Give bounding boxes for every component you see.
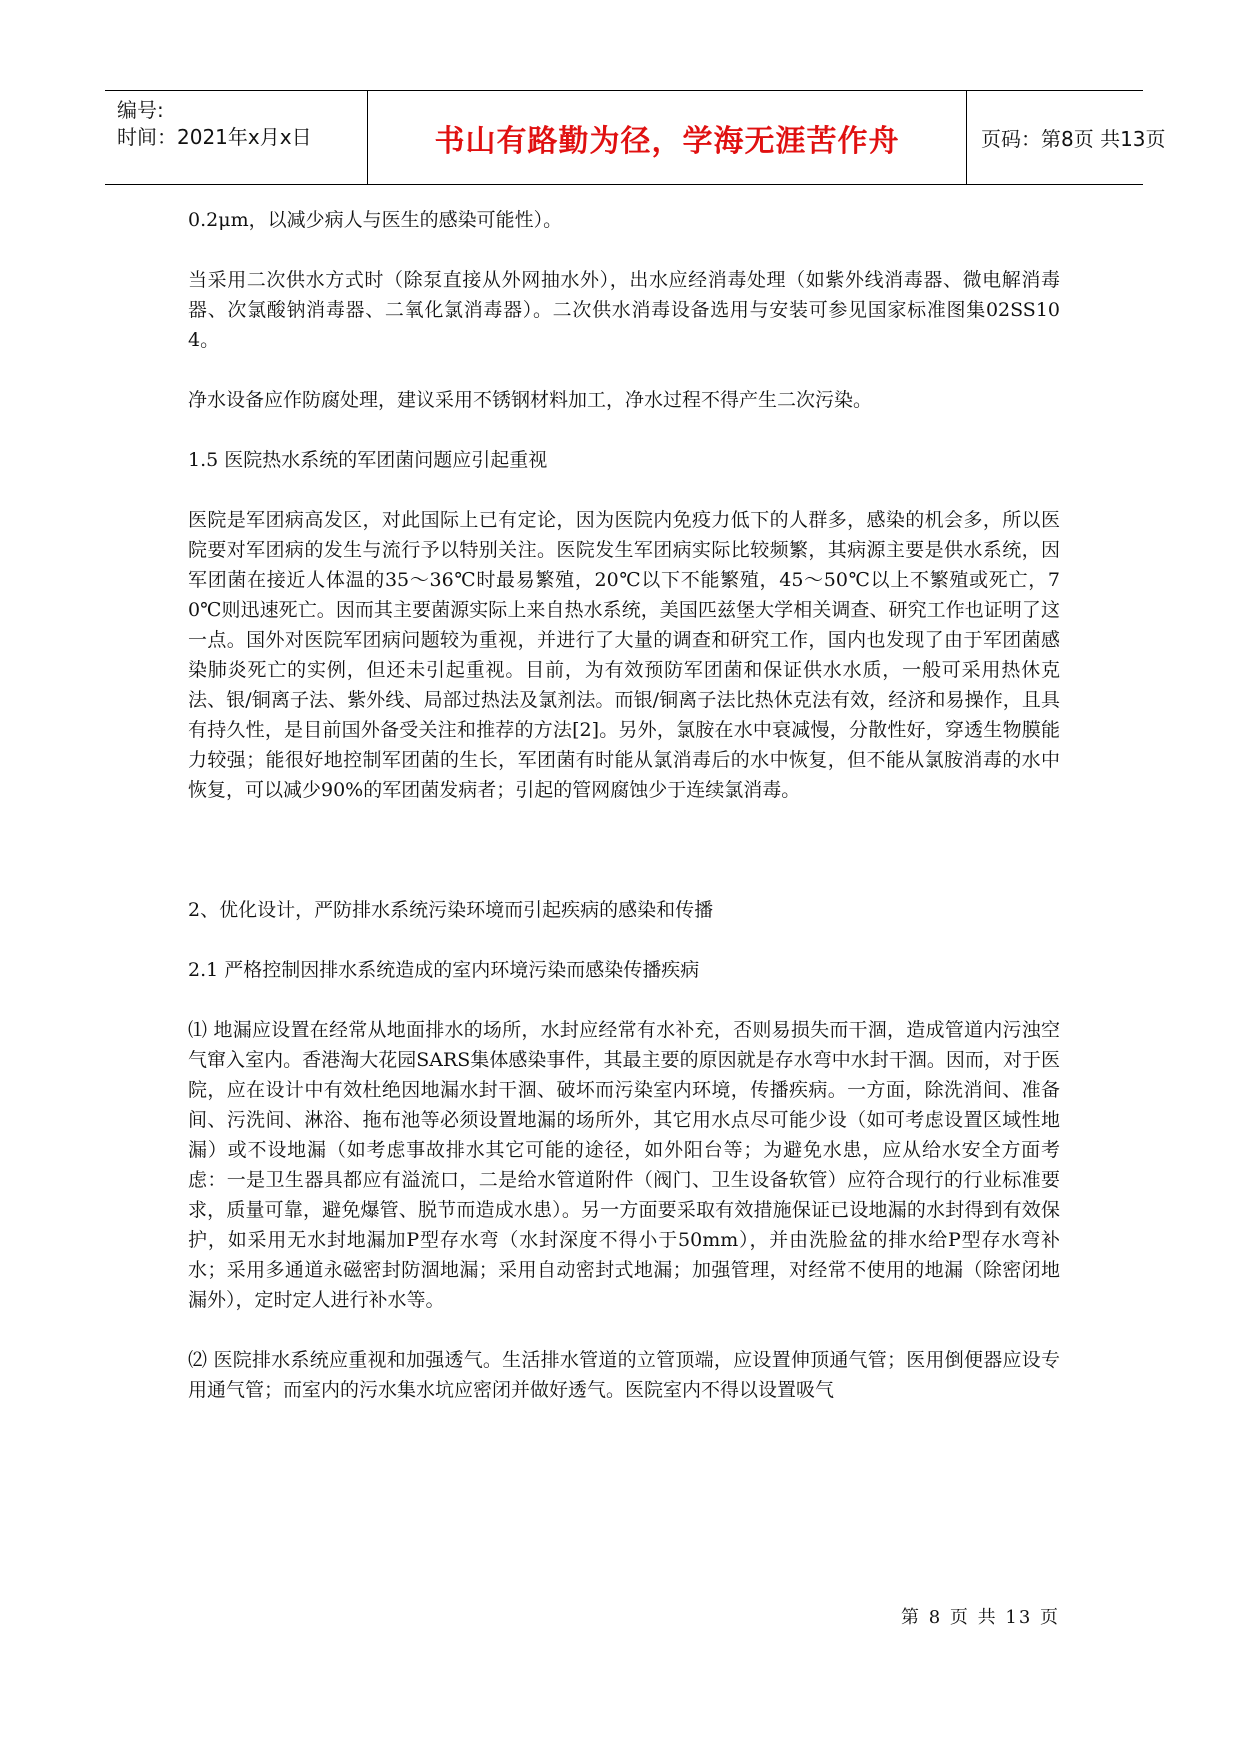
document-time-label: 时间：2021年x月x日 (117, 125, 312, 149)
document-number-label: 编号: (117, 98, 164, 122)
paragraph-legionella: 医院是军团病高发区，对此国际上已有定论，因为医院内免疫力低下的人群多，感染的机会多，所以医院要对军团病的发生与流行予以特别关注。医院发生军团病实际比较频繁，其病源主要是供水系统，因军团菌在接近人体温的35～36℃时最易繁殖，20℃以下不能繁殖，45～50℃以上不繁殖或死亡，70℃则迅速死亡。因而其主要菌源实际上来自热水系统，美国匹兹堡大学相关调查、研究工作也证明了这一点。国外对医院军团病问题较为重视，并进行了大量的调查和研究工作，国内也发现了由于军团菌感染肺炎死亡的实例，但还未引起重视。目前，为有效预防军团菌和保证供水水质，一般可采用热休克法、银/铜离子法、紫外线、局部过热法及氯剂法。而银/铜离子法比热休克法有效，经济和易操作，且具有持久性，是目前国外备受关注和推荐的方法[2]。另外，氯胺在水中衰减慢，分散性好，穿透生物膜能力较强；能很好地控制军团菌的生长，军团菌有时能从氯消毒后的水中恢复，但不能从氯胺消毒的水中恢复，可以减少90%的军团菌发病者；引起的管网腐蚀少于连续氯消毒。 (188, 509, 1060, 801)
header-info-cell (105, 91, 368, 184)
paragraph-continuation: 0.2μm，以减少病人与医生的感染可能性）。 (188, 209, 563, 231)
paragraph-purification-equipment: 净水设备应作防腐处理，建议采用不锈钢材料加工，净水过程不得产生二次污染。 (188, 389, 873, 411)
section-heading-2: 2、优化设计，严防排水系统污染环境而引起疾病的感染和传播 (188, 899, 714, 921)
page-header (105, 90, 1166, 185)
page-footer: 第 8 页 共 13 页 (901, 1607, 1060, 1628)
section-heading-1-5: 1.5 医院热水系统的军团菌问题应引起重视 (188, 449, 548, 471)
header-page-label: 页码：第8页 共13页 (981, 127, 1166, 151)
section-heading-2-1: 2.1 严格控制因排水系统造成的室内环境污染而感染传播疾病 (188, 959, 700, 981)
document-body (188, 205, 1060, 1405)
paragraph-drainage-venting: ⑵ 医院排水系统应重视和加强透气。生活排水管道的立管顶端，应设置伸顶通气管；医用倒便器应设专用通气管；而室内的污水集水坑应密闭并做好透气。医院室内不得以设置吸气 (188, 1349, 1060, 1401)
header-motto: 书山有路勤为径，学海无涯苦作舟 (434, 123, 900, 159)
paragraph-floor-drain: ⑴ 地漏应设置在经常从地面排水的场所，水封应经常有水补充，否则易损失而干涸，造成管道内污浊空气窜入室内。香港淘大花园SARS集体感染事件，其最主要的原因就是存水弯中水封干涸。因而，对于医院，应在设计中有效杜绝因地漏水封干涸、破坏而污染室内环境，传播疾病。一方面，除洗消间、准备间、污洗间、淋浴、拖布池等必须设置地漏的场所外，其它用水点尽可能少设（如可考虑设置区域性地漏）或不设地漏（如考虑事故排水其它可能的途径，如外阳台等；为避免水患，应从给水安全方面考虑：一是卫生器具都应有溢流口，二是给水管道附件（阀门、卫生设备软管）应符合现行的行业标准要求，质量可靠，避免爆管、脱节而造成水患）。另一方面要采取有效措施保证已设地漏的水封得到有效保护，如采用无水封地漏加P型存水弯（水封深度不得小于50mm），并由洗脸盆的排水给P型存水弯补水；采用多通道永磁密封防涸地漏；采用自动密封式地漏；加强管理，对经常不使用的地漏（除密闭地漏外），定时定人进行补水等。 (188, 1019, 1060, 1311)
header-page-cell (967, 91, 1166, 184)
header-motto-cell (368, 91, 967, 184)
paragraph-secondary-water-supply: 当采用二次供水方式时（除泵直接从外网抽水外），出水应经消毒处理（如紫外线消毒器、微电解消毒器、次氯酸钠消毒器、二氧化氯消毒器）。二次供水消毒设备选用与安装可参见国家标准图集02SS104。 (188, 269, 1060, 351)
